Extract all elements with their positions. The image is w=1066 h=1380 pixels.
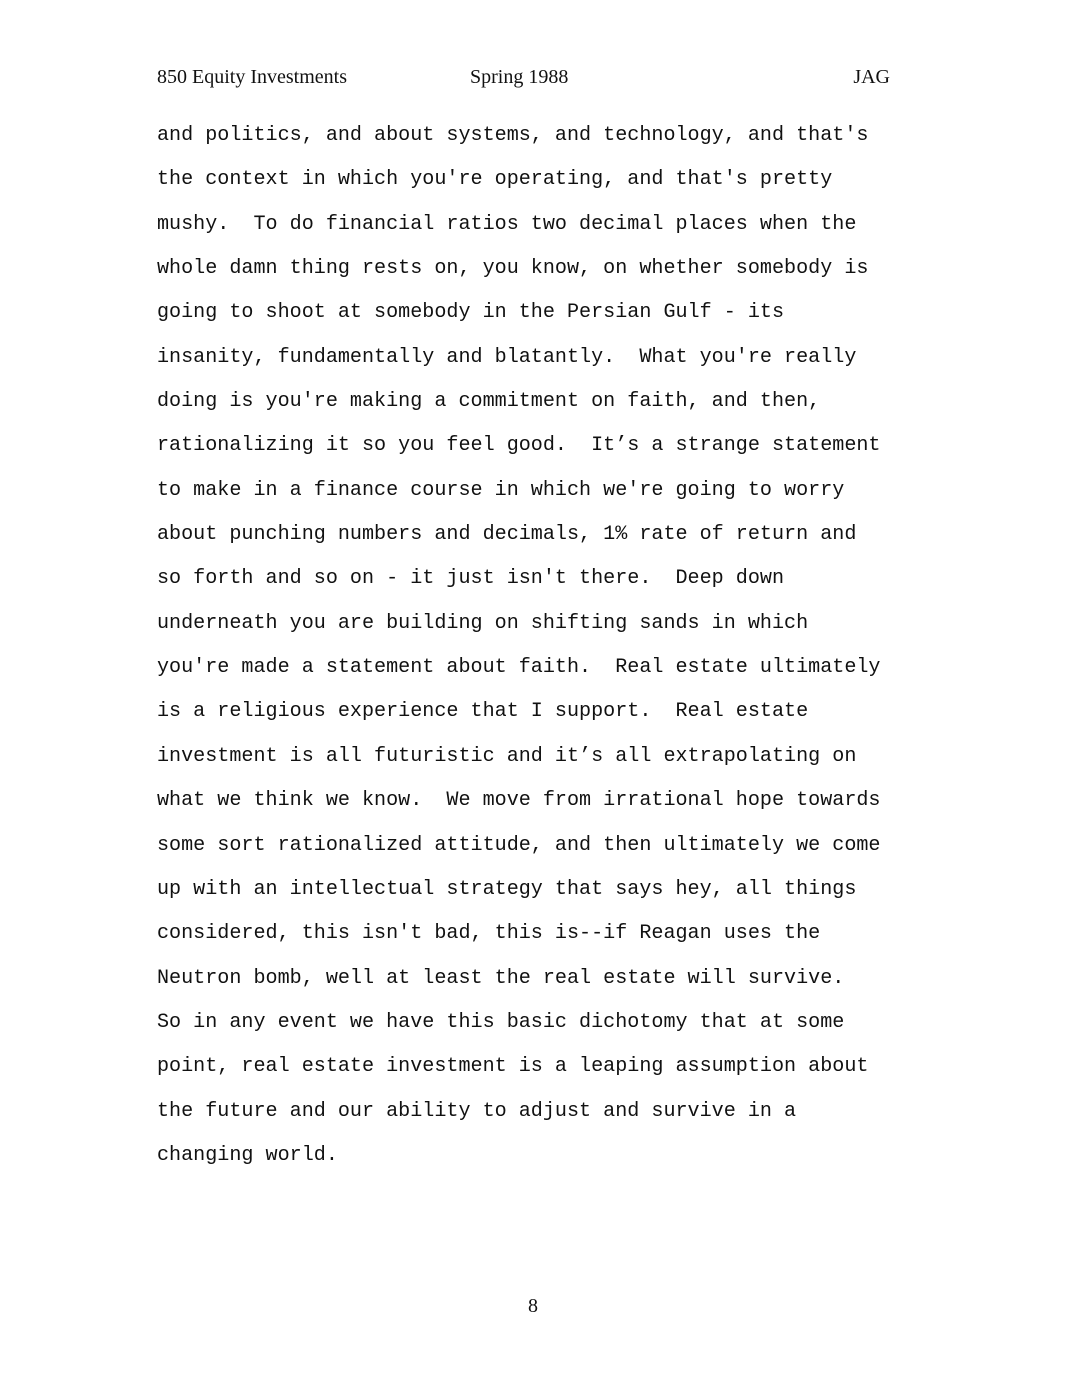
- text-line: to make in a finance course in which we're going to worry: [157, 478, 845, 502]
- text-line: So in any event we have this basic dichotomy that at some: [157, 1010, 845, 1034]
- text-line: you're made a statement about faith. Real estate ultimately: [157, 656, 881, 680]
- header-author-initials: JAG: [853, 66, 890, 88]
- text-line: the future and our ability to adjust and survive in a: [157, 1099, 797, 1123]
- text-line: is a religious experience that I support. Real estate: [157, 700, 809, 724]
- text-line: changing world.: [157, 1143, 338, 1167]
- text-line: doing is you're making a commitment on faith, and then,: [157, 390, 821, 414]
- text-line: what we think we know. We move from irrational hope towards: [157, 789, 881, 813]
- page-number: 8: [528, 1295, 538, 1317]
- text-line: considered, this isn't bad, this is--if Reagan uses the: [157, 922, 821, 946]
- header-course-title: 850 Equity Investments: [157, 66, 347, 88]
- text-line: mushy. To do financial ratios two decimal places when the: [157, 212, 857, 236]
- text-line: so forth and so on - it just isn't there. Deep down: [157, 567, 785, 591]
- header-term: Spring 1988: [470, 66, 569, 88]
- text-line: going to shoot at somebody in the Persian Gulf - its: [157, 301, 785, 325]
- text-line: underneath you are building on shifting sands in which: [157, 611, 809, 635]
- text-line: up with an intellectual strategy that says hey, all things: [157, 877, 857, 901]
- text-line: some sort rationalized attitude, and then ultimately we come: [157, 833, 881, 857]
- text-line: Neutron bomb, well at least the real estate will survive.: [157, 966, 845, 990]
- text-line: whole damn thing rests on, you know, on whether somebody is: [157, 257, 869, 281]
- text-line: rationalizing it so you feel good. It’s a strange statement: [157, 434, 881, 458]
- transcript-paragraph: [157, 114, 937, 1178]
- text-line: and politics, and about systems, and technology, and that's: [157, 124, 869, 147]
- text-line: the context in which you're operating, and that's pretty: [157, 168, 833, 192]
- page-header: [157, 63, 890, 91]
- text-line: about punching numbers and decimals, 1% rate of return and: [157, 523, 857, 547]
- text-line: investment is all futuristic and it’s all extrapolating on: [157, 744, 857, 768]
- text-line: point, real estate investment is a leaping assumption about: [157, 1055, 869, 1079]
- text-line: insanity, fundamentally and blatantly. What you're really: [157, 345, 857, 369]
